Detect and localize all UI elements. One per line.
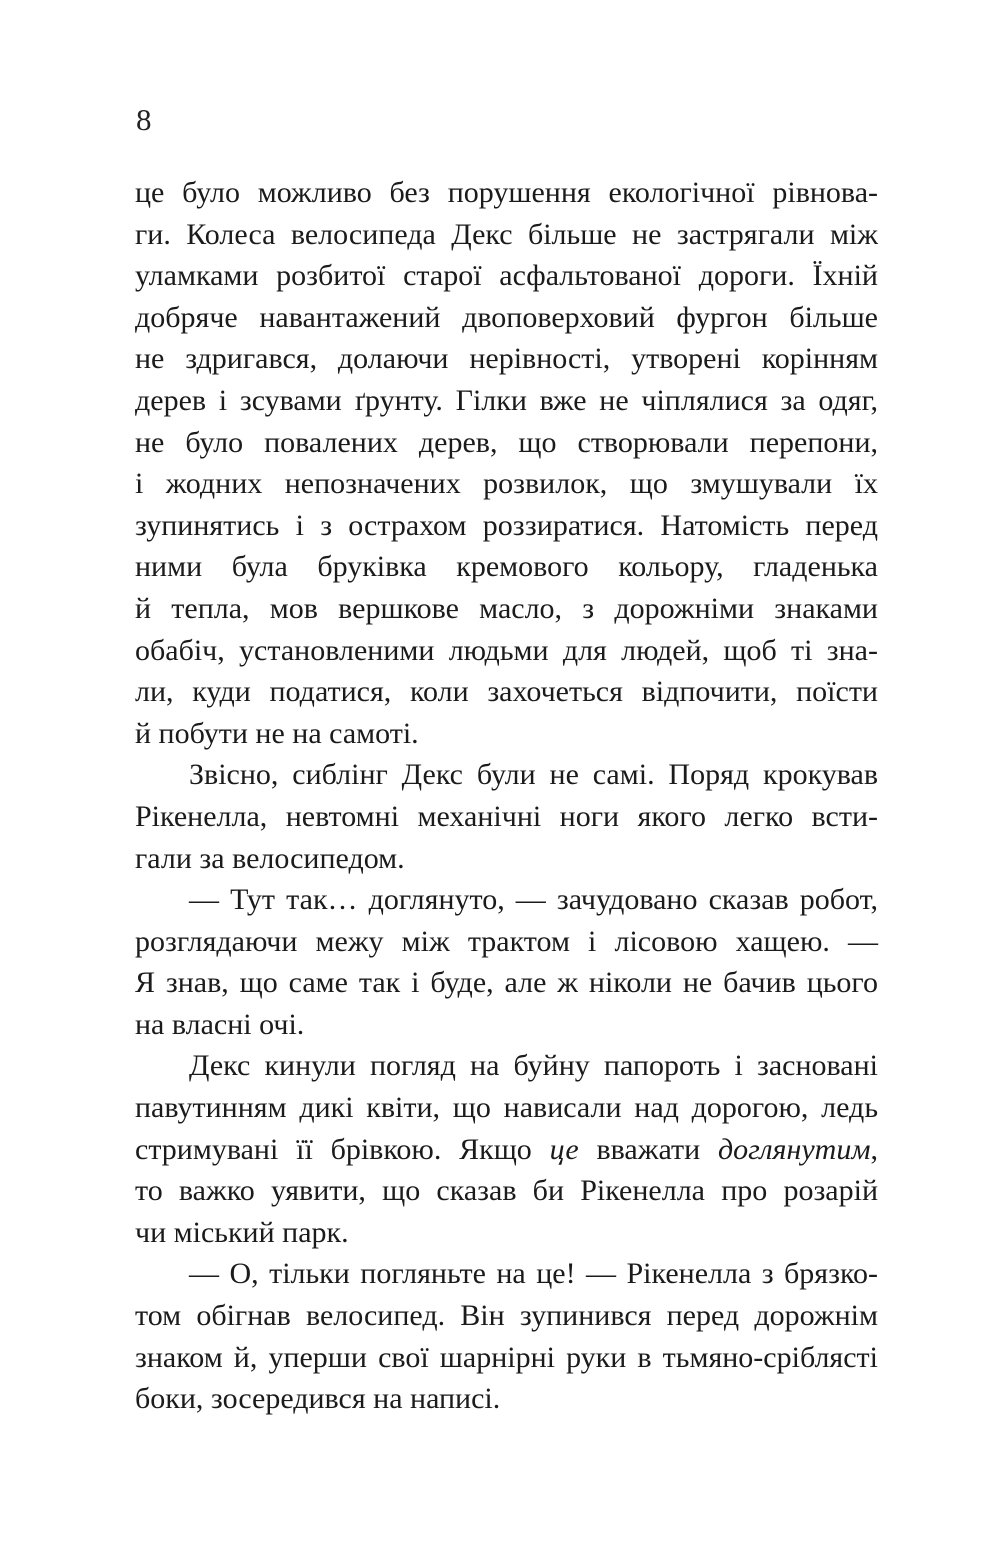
text-line: на власні очі. — [135, 1007, 305, 1041]
text-line: і жодних непозначених розвилок, що змушували їх — [135, 467, 878, 501]
text-line: Звісно, сиблінг Декс були не самі. Поряд крокував — [189, 758, 878, 792]
text-line: зупинятись і з острахом роззиратися. Натомість перед — [135, 508, 878, 542]
text-line: — О, тільки погляньте на це! — Рікенелла з брязко- — [189, 1257, 878, 1291]
text-line: то важко уявити, що сказав би Рікенелла про розарій — [135, 1174, 878, 1208]
text-line: чи міський парк. — [135, 1215, 349, 1249]
text-line — [135, 1129, 878, 1171]
text-line: знаком й, уперши свої шарнірні руки в тьмяно-сріблясті — [135, 1340, 878, 1374]
italic-text: це — [549, 1132, 579, 1166]
text-line: ги. Колеса велосипеда Декс більше не застрягали між — [135, 217, 878, 251]
text-line: уламками розбитої старої асфальтованої дороги. Їхній — [135, 259, 878, 293]
text-line: том обігнав велосипед. Він зупинився перед дорожнім — [135, 1299, 878, 1333]
text-line: — Тут так… доглянуто, — зачудовано сказав робот, — [189, 883, 878, 917]
text-line: Рікенелла, невтомні механічні ноги якого легко всти- — [135, 799, 878, 833]
paragraph — [135, 754, 878, 879]
text-segment: , — [870, 1132, 878, 1166]
text-line: ли, куди податися, коли захочеться відпочити, поїсти — [135, 675, 878, 709]
text-line: Я знав, що саме так і буде, але ж ніколи не бачив цього — [135, 966, 878, 1000]
text-line: ними була бруківка кремового кольору, гладенька — [135, 550, 878, 584]
paragraph — [135, 172, 878, 754]
text-line: розглядаючи межу між трактом і лісовою хащею. — — [135, 924, 878, 958]
text-line: не було повалених дерев, що створювали перепони, — [135, 425, 878, 459]
text-line: боки, зосередився на написі. — [135, 1382, 501, 1416]
text-line: Декс кинули погляд на буйну папороть і засновані — [189, 1049, 878, 1083]
text-line: павутинням дикі квіти, що нависали над дорогою, ледь — [135, 1091, 878, 1125]
page-number: 8 — [136, 102, 152, 137]
text-line: й побути не на самоті. — [135, 716, 419, 750]
text-line: й тепла, мов вершкове масло, з дорожніми знаками — [135, 591, 878, 625]
text-segment: стримувані її брівкою. Якщо — [135, 1132, 550, 1166]
text-line: це було можливо без порушення екологічної рівнова- — [135, 176, 878, 209]
paragraph — [135, 879, 878, 1045]
text-line: дерев і зсувами ґрунту. Гілки вже не чіплялися за одяг, — [135, 383, 878, 417]
text-line: не здригався, долаючи нерівності, утворені корінням — [135, 342, 878, 376]
text-segment: вважати — [578, 1132, 718, 1166]
paragraph — [135, 1045, 878, 1253]
text-line: обабіч, установленими людьми для людей, щоб ті зна- — [135, 633, 878, 667]
text-line: добряче навантажений двоповерховий фургон більше — [135, 300, 878, 334]
paragraph — [135, 1253, 878, 1419]
italic-text: доглянутим — [717, 1132, 871, 1166]
text-block — [135, 172, 878, 1420]
text-line: гали за велосипедом. — [135, 841, 405, 875]
